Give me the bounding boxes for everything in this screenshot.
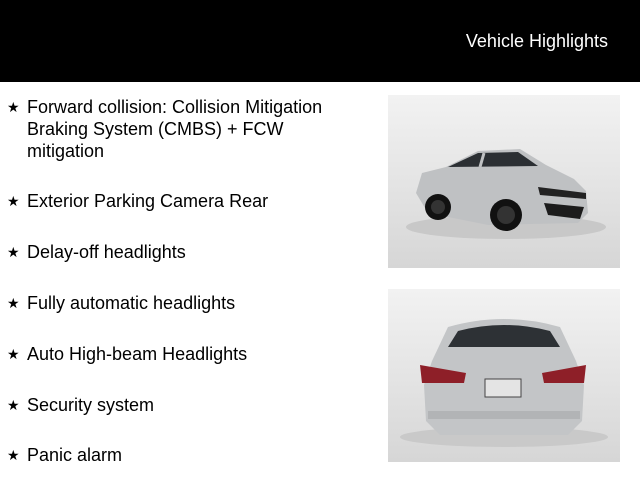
feature-item bbox=[7, 190, 357, 212]
star-icon: ★ bbox=[7, 295, 20, 311]
star-icon: ★ bbox=[7, 447, 20, 463]
feature-label: Forward collision: Collision Mitigation Braking System (CMBS) + FCW mitigation bbox=[27, 97, 323, 161]
star-icon: ★ bbox=[7, 193, 20, 209]
star-icon: ★ bbox=[7, 346, 20, 362]
feature-item bbox=[7, 394, 357, 416]
feature-label: Panic alarm bbox=[27, 445, 123, 465]
feature-label: Exterior Parking Camera Rear bbox=[27, 191, 269, 211]
star-icon: ★ bbox=[7, 397, 20, 413]
car-photo-front bbox=[388, 95, 620, 268]
star-icon: ★ bbox=[7, 244, 20, 260]
feature-label: Fully automatic headlights bbox=[27, 293, 236, 313]
feature-label: Delay-off headlights bbox=[27, 242, 186, 262]
star-icon: ★ bbox=[7, 99, 20, 115]
feature-label: Auto High-beam Headlights bbox=[27, 344, 248, 364]
feature-item bbox=[7, 343, 357, 365]
feature-item bbox=[7, 96, 357, 162]
car-photo-rear bbox=[388, 289, 620, 462]
feature-item bbox=[7, 292, 357, 314]
car-front-illustration bbox=[388, 95, 620, 268]
feature-item bbox=[7, 241, 357, 263]
feature-label: Security system bbox=[27, 395, 155, 415]
page-title: Vehicle Highlights bbox=[465, 31, 608, 51]
car-rear-illustration bbox=[388, 289, 620, 462]
feature-item bbox=[7, 444, 357, 466]
header-bar bbox=[0, 0, 640, 82]
